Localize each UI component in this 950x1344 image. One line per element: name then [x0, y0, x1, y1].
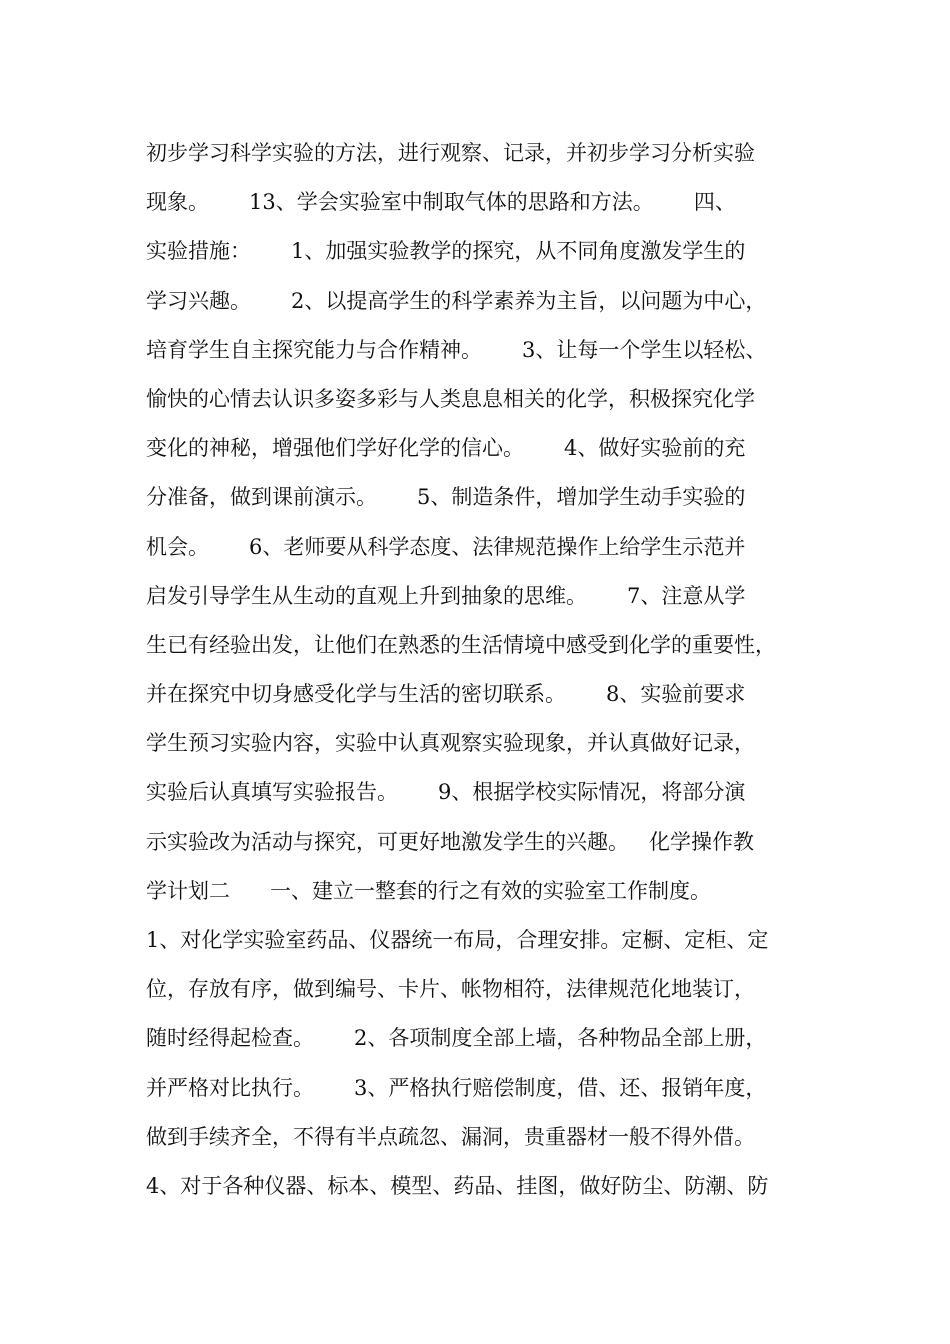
- text-line: 做到手续齐全，不得有半点疏忽、漏洞，贵重器材一般不得外借。: [146, 1124, 755, 1149]
- text-line: 学计划二 一、建立一整套的行之有效的实验室工作制度。: [146, 878, 712, 903]
- text-line: 并在探究中切身感受化学与生活的密切联系。 8、实验前要求: [146, 682, 746, 707]
- text-line: 分准备，做到课前演示。 5、制造条件，增加学生动手实验的: [146, 485, 746, 510]
- text-line: 机会。 6、老师要从科学态度、法律规范操作上给学生示范并: [146, 534, 746, 559]
- text-line: 初步学习科学实验的方法，进行观察、记录，并初步学习分析实验: [146, 141, 755, 165]
- body-text: [146, 129, 816, 1211]
- text-line: 位，存放有序，做到编号、卡片、帐物相符，法律规范化地装订，: [146, 977, 755, 1002]
- text-line: 实验后认真填写实验报告。 9、根据学校实际情况，将部分演: [146, 780, 746, 805]
- text-line: 学习兴趣。 2、以提高学生的科学素养为主旨，以问题为中心，: [146, 288, 767, 313]
- text-line: 实验措施： 1、加强实验教学的探究，从不同角度激发学生的: [146, 239, 746, 264]
- text-line: 现象。 13、学会实验室中制取气体的思路和方法。 四、: [146, 190, 736, 215]
- text-line: 1、对化学实验室药品、仪器统一布局，合理安排。定橱、定柜、定: [146, 928, 769, 952]
- text-line: 培育学生自主探究能力与合作精神。 3、让每一个学生以轻松、: [146, 337, 767, 362]
- text-line: 启发引导学生从生动的直观上升到抽象的思维。 7、注意从学: [146, 583, 746, 608]
- text-line: 生已有经验出发，让他们在熟悉的生活情境中感受到化学的重要性，: [146, 632, 776, 657]
- text-line: 愉快的心情去认识多姿多彩与人类息息相关的化学，积极探究化学: [146, 386, 755, 411]
- text-line: 变化的神秘，增强他们学好化学的信心。 4、做好实验前的充: [146, 436, 746, 461]
- text-line: 随时经得起检查。 2、各项制度全部上墙，各种物品全部上册，: [146, 1026, 767, 1051]
- text-line: 4、对于各种仪器、标本、模型、药品、挂图，做好防尘、防潮、防: [146, 1173, 769, 1198]
- text-line: 示实验改为活动与探究，可更好地激发学生的兴趣。 化学操作教: [146, 829, 755, 854]
- text-line: 并严格对比执行。 3、严格执行赔偿制度，借、还、报销年度，: [146, 1075, 767, 1100]
- text-line: 学生预习实验内容，实验中认真观察实验现象，并认真做好记录，: [146, 731, 755, 756]
